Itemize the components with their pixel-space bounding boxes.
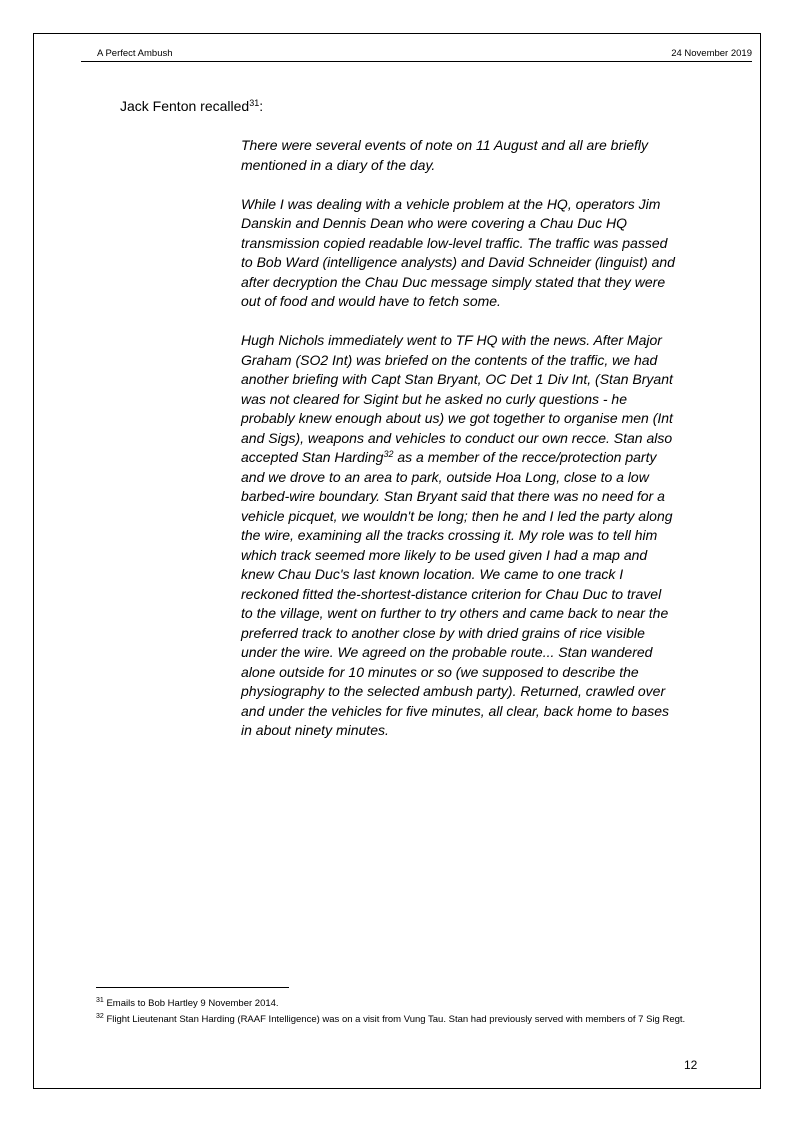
footnote-divider (96, 987, 289, 988)
footnote-ref-32[interactable]: 32 (383, 449, 394, 459)
header-date: 24 November 2019 (671, 48, 752, 59)
quote-paragraph-2: While I was dealing with a vehicle problem at the HQ, operators Jim Danskin and Dennis Dean who were covering a Chau Duc HQ transmission copied readable low-level traffic. The traffic was passed to Bob Ward (intelligence analysts) and David Schneider (linguist) and after decryption the Chau Duc message simply stated that they were out of food and would have to fetch some. (241, 195, 675, 309)
page-number: 12 (684, 1058, 698, 1072)
intro-text: Jack Fenton recalled (120, 98, 250, 114)
footnote-text: Emails to Bob Hartley 9 November 2014. (106, 998, 279, 1009)
quote-paragraph-3-part-2: as a member of the recce/protection party and we drove to an area to park, outside Hoa Long, close to a low barbed-wire boundary. Stan Bryant said that there was no need for a vehicle picquet, we wouldn't be long; then he and I led the party along the wire, examining all the tracks crossing it. My role was to tell him which track seemed more likely to be used given I had a map and knew Chau Duc's last known location. We came to one track I reckoned fitted the-shortest-distance criterion for Chau Duc to travel to the village, went on further to try others and came back to near the preferred track to another close by with dried grains of rice visible under the wire. We agreed on the probable route... Stan wandered alone outside for 10 minutes or so (we supposed to describe the physiography to the selected ambush party). Returned, crawled over and under the vehicles for five minutes, all clear, back home to bases in about ninety minutes. (241, 449, 673, 738)
intro-suffix: : (259, 98, 264, 114)
footnote-31 (96, 996, 685, 1012)
page-header (81, 48, 752, 62)
quote-paragraph-3 (241, 331, 711, 741)
footnote-number: 32 (96, 1013, 104, 1020)
footnote-32 (96, 1012, 685, 1028)
footnotes (96, 996, 685, 1028)
quote-paragraph-3-part-1: Hugh Nichols immediately went to TF HQ with the news. After Major Graham (SO2 Int) was briefed on the contents of the traffic, we had another briefing with Capt Stan Bryant, OC Det 1 Div Int, (Stan Bryant was not cleared for Sigint but he asked no curly questions - he probably knew enough about us) we got together to organise men (Int and Sigs), weapons and vehicles to conduct our own recce. Stan also accepted Stan Harding (241, 332, 673, 465)
footnote-text: Flight Lieutenant Stan Harding (RAAF Intelligence) was on a visit from Vung Tau. Stan had previously served with members of 7 Sig Regt. (106, 1014, 686, 1025)
footnote-ref-31[interactable]: 31 (249, 98, 260, 108)
header-title: A Perfect Ambush (97, 48, 173, 59)
block-quote (241, 136, 711, 760)
intro-line (120, 97, 263, 115)
quote-paragraph-1: There were several events of note on 11 August and all are briefly mentioned in a diary of the day. (241, 137, 649, 173)
footnote-number: 31 (96, 997, 104, 1004)
